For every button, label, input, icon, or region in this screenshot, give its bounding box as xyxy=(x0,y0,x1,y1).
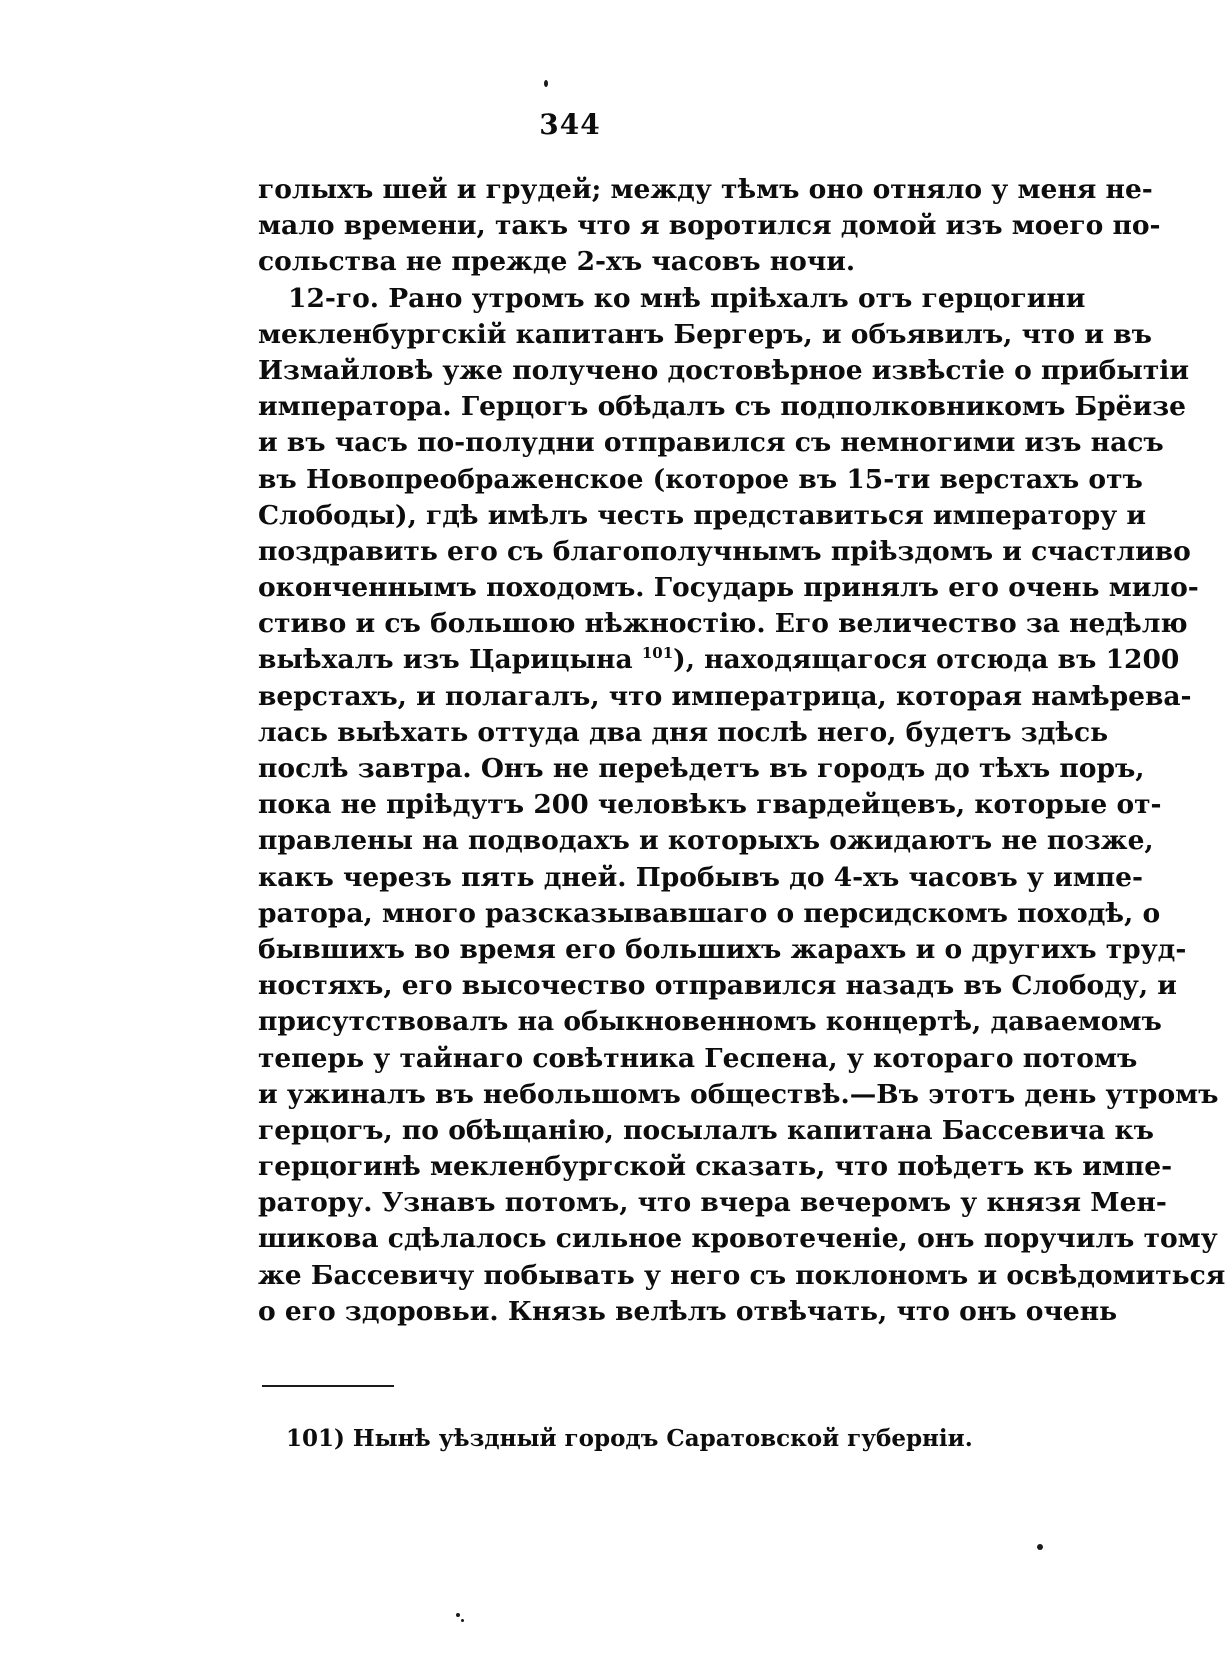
text-line: шикова сдѣлалось сильное кровотеченіе, онъ поручилъ тому xyxy=(258,1223,1218,1255)
text-line: ностяхъ, его высочество отправился назадъ въ Слободу, и xyxy=(258,970,1177,1002)
text-line: въ Новопреображенское (которое въ 15-ти верстахъ отъ xyxy=(258,463,1143,495)
text-line: голыхъ шей и грудей; между тѣмъ оно отняло у меня не- xyxy=(258,174,1153,205)
text-line: лась выѣхать оттуда два дня послѣ него, будетъ здѣсь xyxy=(258,716,1109,748)
text-line: ратора, много разсказывавшаго о персидскомъ походѣ, о xyxy=(258,897,1161,929)
footnote-reference: 101 xyxy=(641,644,674,663)
text-line: стиво и съ большою нѣжностію. Его величество за недѣлю xyxy=(258,608,1188,640)
text-line: Слободы), гдѣ имѣлъ честь представиться императору и xyxy=(258,499,1147,531)
page-number: 344 xyxy=(539,108,601,141)
text-line: Измайловѣ уже получено достовѣрное извѣстіе о прибытіи xyxy=(258,354,1189,386)
text-line xyxy=(258,642,1180,678)
text-segment: выѣхалъ изъ Царицына xyxy=(258,644,633,676)
text-line: мекленбургскій капитанъ Бергеръ, и объявилъ, что и въ xyxy=(258,318,1152,350)
ink-speck xyxy=(1037,1544,1043,1550)
text-line: какъ черезъ пять дней. Пробывъ до 4-хъ часовъ у импе- xyxy=(258,861,1143,893)
text-line: ратору. Узнавъ потомъ, что вчера вечеромъ у князя Мен- xyxy=(258,1187,1167,1219)
text-line: присутствовалъ на обыкновенномъ концертѣ, даваемомъ xyxy=(258,1006,1162,1038)
text-line: поздравить его съ благополучнымъ пріѣздомъ и счастливо xyxy=(258,535,1191,567)
ink-speck xyxy=(461,1619,464,1622)
footnote: 101) Нынѣ уѣздный городъ Саратовской губерніи. xyxy=(286,1425,973,1452)
text-line: пока не пріѣдутъ 200 человѣкъ гвардейцевъ, которые от- xyxy=(258,789,1162,821)
text-line: бывшихъ во время его большихъ жарахъ и о другихъ труд- xyxy=(258,933,1187,965)
text-line: оконченнымъ походомъ. Государь принялъ его очень мило- xyxy=(258,572,1199,604)
text-line: и ужиналъ въ небольшомъ обществѣ.—Въ этотъ день утромъ xyxy=(258,1078,1219,1110)
text-line: верстахъ, и полагалъ, что императрица, которая намѣрева- xyxy=(258,680,1192,712)
text-line: мало времени, такъ что я воротился домой изъ моего по- xyxy=(258,210,1161,242)
text-line: герцогинѣ мекленбургской сказать, что поѣдетъ къ импе- xyxy=(258,1151,1173,1183)
body-text xyxy=(258,172,1225,1330)
text-line: 12-го. Рано утромъ ко мнѣ пріѣхалъ отъ герцогини xyxy=(288,282,1086,314)
text-line: послѣ завтра. Онъ не переѣдетъ въ городъ до тѣхъ поръ, xyxy=(258,753,1145,784)
ink-speck xyxy=(544,80,548,87)
text-line: императора. Герцогъ обѣдалъ съ подполковникомъ Брёизе xyxy=(258,391,1186,423)
footnote-divider xyxy=(262,1385,394,1387)
text-line: же Бассевичу побывать у него съ поклономъ и освѣдомиться xyxy=(258,1259,1225,1291)
text-line: герцогъ, по обѣщанію, посылалъ капитана Бассевича къ xyxy=(258,1114,1154,1146)
text-segment: ), находящагося отсюда въ 1200 xyxy=(673,644,1180,676)
text-line: и въ часъ по-полудни отправился съ немногими изъ насъ xyxy=(258,427,1164,459)
text-line: сольства не прежде 2-хъ часовъ ночи. xyxy=(258,246,856,278)
ink-speck xyxy=(456,1613,460,1617)
text-line: о его здоровьи. Князь велѣлъ отвѣчать, что онъ очень xyxy=(258,1295,1118,1327)
text-line: теперь у тайнаго совѣтника Геспена, у котораго потомъ xyxy=(258,1042,1138,1074)
text-line: правлены на подводахъ и которыхъ ожидаютъ не позже, xyxy=(258,825,1154,857)
